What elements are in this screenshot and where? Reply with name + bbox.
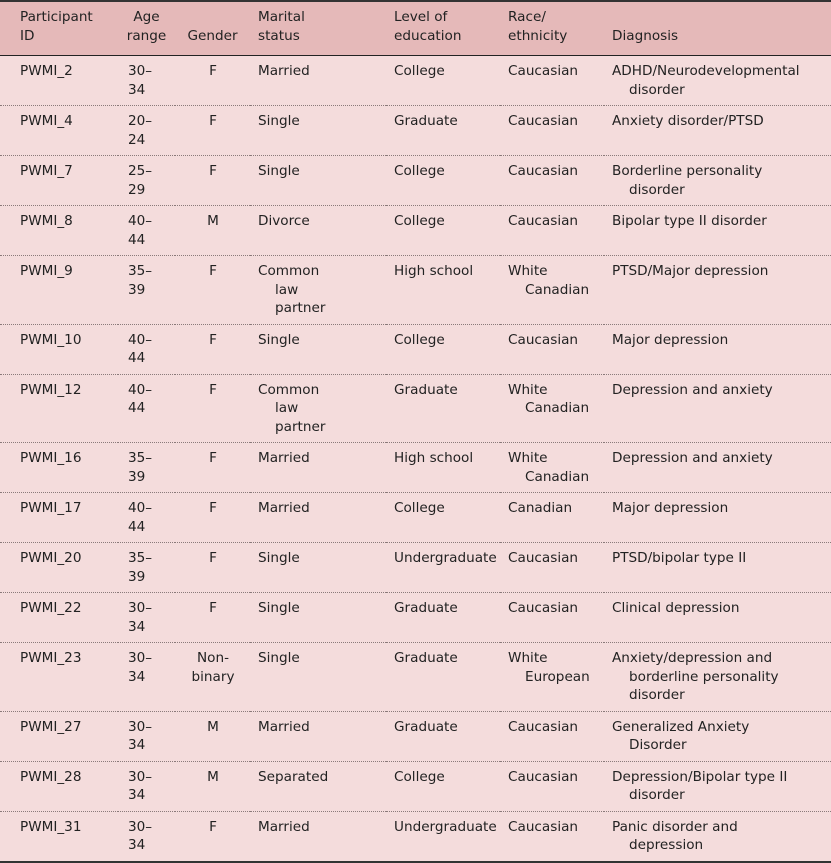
cell-race-ethnicity-text: Caucasian	[508, 550, 579, 566]
cell-participant-id: PWMI_16	[20, 450, 82, 466]
cell-participant-id: PWMI_17	[20, 500, 82, 516]
cell-diagnosis: PTSD/bipolar type II	[612, 550, 747, 566]
cell-age-range: 40–44	[128, 331, 153, 366]
header-race-ethnicity-text: Race/ ethnicity	[508, 9, 568, 44]
table-header-row	[0, 1, 831, 56]
cell-gender-text: F	[209, 818, 217, 835]
cell-race-ethnicity	[500, 443, 604, 493]
cell-age-range: 30–34	[128, 818, 153, 853]
cell-race-ethnicity-text: Caucasian	[508, 163, 579, 179]
cell-marital-status: Married	[258, 500, 310, 516]
header-marital-status-text: Marital status	[258, 9, 305, 44]
header-age-range-text: Age range	[126, 9, 167, 44]
cell-diagnosis: PTSD/Major depression	[612, 263, 769, 279]
cell-gender	[175, 324, 250, 374]
cell-age-range: 40–44	[128, 213, 153, 248]
table-row	[0, 811, 831, 862]
table-row	[0, 443, 831, 493]
cell-diagnosis: Major depression	[612, 500, 729, 516]
table-row	[0, 156, 831, 206]
cell-diagnosis: ADHD/Neurodevelopmental disorder	[612, 63, 800, 98]
cell-race-ethnicity	[500, 643, 604, 712]
cell-gender-text: Non-binary	[191, 650, 235, 685]
cell-participant-id: PWMI_7	[20, 163, 73, 179]
cell-gender	[175, 761, 250, 811]
cell-race-ethnicity	[500, 711, 604, 761]
cell-gender-text: M	[207, 718, 219, 735]
cell-education: College	[394, 331, 445, 348]
cell-diagnosis: Depression and anxiety	[612, 450, 773, 466]
table-row	[0, 643, 831, 712]
cell-race-ethnicity-text: Caucasian	[508, 718, 579, 735]
cell-gender-text: F	[209, 331, 217, 348]
cell-diagnosis: Depression and anxiety	[612, 381, 773, 398]
header-age-range	[118, 1, 175, 56]
cell-race-ethnicity-text: White Canadian	[508, 381, 590, 416]
cell-diagnosis: Panic disorder and depression	[612, 818, 738, 853]
cell-participant-id: PWMI_23	[20, 650, 82, 666]
cell-marital-status: Married	[258, 818, 310, 835]
cell-gender-text: F	[209, 163, 217, 179]
table-row	[0, 761, 831, 811]
cell-age-range: 20–24	[128, 113, 153, 148]
cell-gender-text: F	[209, 381, 217, 398]
cell-gender-text: F	[209, 600, 217, 616]
cell-gender	[175, 374, 250, 443]
cell-education: High school	[394, 263, 474, 279]
cell-age-range: 35–39	[128, 450, 153, 485]
cell-participant-id: PWMI_20	[20, 550, 82, 566]
cell-gender	[175, 56, 250, 106]
cell-diagnosis: Major depression	[612, 331, 729, 348]
cell-diagnosis: Anxiety/depression and borderline personality disorder	[612, 650, 779, 703]
cell-race-ethnicity-text: Caucasian	[508, 113, 579, 129]
cell-race-ethnicity	[500, 156, 604, 206]
cell-marital-status: Married	[258, 63, 310, 79]
cell-race-ethnicity	[500, 206, 604, 256]
cell-marital-status: Single	[258, 331, 300, 348]
cell-marital-status: Single	[258, 650, 300, 666]
cell-age-range: 30–34	[128, 600, 153, 635]
cell-marital-status: Married	[258, 450, 310, 466]
table-row	[0, 493, 831, 543]
cell-education: College	[394, 63, 445, 79]
cell-diagnosis: Clinical depression	[612, 600, 740, 616]
cell-age-range: 40–44	[128, 381, 153, 416]
cell-participant-id: PWMI_4	[20, 113, 73, 129]
cell-gender-text: F	[209, 63, 217, 79]
cell-marital-status: Common law partner	[258, 381, 326, 435]
cell-marital-status: Single	[258, 550, 300, 566]
cell-race-ethnicity-text: Caucasian	[508, 331, 579, 348]
cell-age-range: 30–34	[128, 718, 153, 753]
cell-education: Undergraduate	[394, 818, 497, 835]
cell-race-ethnicity	[500, 543, 604, 593]
cell-education: Graduate	[394, 381, 458, 398]
table-row	[0, 543, 831, 593]
cell-gender-text: M	[207, 213, 219, 229]
cell-age-range: 30–34	[128, 63, 153, 98]
cell-participant-id: PWMI_9	[20, 263, 73, 279]
cell-gender-text: F	[209, 450, 217, 466]
table-row	[0, 324, 831, 374]
table-row	[0, 206, 831, 256]
header-education	[386, 1, 500, 56]
header-participant-id	[0, 1, 118, 56]
cell-marital-status: Married	[258, 718, 310, 735]
cell-race-ethnicity-text: Caucasian	[508, 600, 579, 616]
cell-education: College	[394, 213, 445, 229]
cell-race-ethnicity-text: White European	[508, 650, 590, 685]
cell-education: College	[394, 768, 445, 785]
cell-education: Undergraduate	[394, 550, 497, 566]
header-participant-id-text: Participant ID	[20, 9, 93, 44]
table-row	[0, 374, 831, 443]
cell-education: Graduate	[394, 718, 458, 735]
cell-race-ethnicity	[500, 374, 604, 443]
cell-race-ethnicity	[500, 761, 604, 811]
cell-race-ethnicity-text: Caucasian	[508, 768, 579, 785]
header-gender: Gender	[187, 28, 238, 44]
cell-age-range: 35–39	[128, 550, 153, 585]
cell-participant-id: PWMI_8	[20, 213, 73, 229]
cell-age-range: 25–29	[128, 163, 153, 198]
cell-participant-id: PWMI_2	[20, 63, 73, 79]
cell-gender-text: F	[209, 550, 217, 566]
cell-participant-id: PWMI_28	[20, 768, 82, 785]
cell-age-range: 40–44	[128, 500, 153, 535]
cell-race-ethnicity-text: White Canadian	[508, 450, 590, 485]
table-row	[0, 593, 831, 643]
cell-age-range: 30–34	[128, 650, 153, 685]
cell-marital-status: Single	[258, 600, 300, 616]
cell-marital-status: Single	[258, 113, 300, 129]
cell-diagnosis: Borderline personality disorder	[612, 163, 763, 198]
cell-race-ethnicity	[500, 256, 604, 325]
cell-race-ethnicity	[500, 56, 604, 106]
cell-age-range: 35–39	[128, 263, 153, 298]
cell-marital-status: Divorce	[258, 213, 310, 229]
cell-race-ethnicity	[500, 811, 604, 862]
cell-gender	[175, 593, 250, 643]
table-row	[0, 256, 831, 325]
cell-education: Graduate	[394, 600, 458, 616]
cell-gender	[175, 543, 250, 593]
cell-gender-text: F	[209, 113, 217, 129]
cell-age-range: 30–34	[128, 768, 153, 803]
cell-education: Graduate	[394, 113, 458, 129]
cell-gender-text: M	[207, 768, 219, 785]
cell-gender	[175, 156, 250, 206]
cell-gender	[175, 206, 250, 256]
cell-race-ethnicity	[500, 593, 604, 643]
header-education-text: Level of education	[394, 9, 462, 44]
header-diagnosis: Diagnosis	[612, 28, 679, 44]
cell-gender	[175, 106, 250, 156]
cell-race-ethnicity-text: Caucasian	[508, 818, 579, 835]
cell-gender	[175, 811, 250, 862]
cell-gender	[175, 493, 250, 543]
cell-race-ethnicity	[500, 324, 604, 374]
cell-race-ethnicity	[500, 106, 604, 156]
cell-race-ethnicity-text: Caucasian	[508, 213, 579, 229]
cell-gender	[175, 443, 250, 493]
cell-race-ethnicity	[500, 493, 604, 543]
cell-diagnosis: Bipolar type II disorder	[612, 213, 767, 229]
cell-diagnosis: Depression/Bipolar type II disorder	[612, 768, 788, 803]
cell-education: College	[394, 500, 445, 516]
table-row	[0, 56, 831, 106]
cell-participant-id: PWMI_12	[20, 381, 82, 398]
cell-race-ethnicity-text: White Canadian	[508, 263, 590, 298]
cell-participant-id: PWMI_27	[20, 718, 82, 735]
cell-gender	[175, 256, 250, 325]
cell-marital-status: Single	[258, 163, 300, 179]
cell-education: High school	[394, 450, 474, 466]
cell-education: College	[394, 163, 445, 179]
table-row	[0, 106, 831, 156]
cell-participant-id: PWMI_31	[20, 818, 82, 835]
cell-gender	[175, 643, 250, 712]
cell-gender-text: F	[209, 500, 217, 516]
cell-gender	[175, 711, 250, 761]
cell-marital-status: Separated	[258, 768, 329, 785]
table-row	[0, 711, 831, 761]
cell-diagnosis: Generalized Anxiety Disorder	[612, 718, 750, 753]
cell-marital-status: Common law partner	[258, 263, 326, 316]
cell-participant-id: PWMI_22	[20, 600, 82, 616]
header-race-ethnicity	[500, 1, 604, 56]
header-marital-status	[250, 1, 386, 56]
cell-gender-text: F	[209, 263, 217, 279]
cell-participant-id: PWMI_10	[20, 331, 82, 348]
cell-education: Graduate	[394, 650, 458, 666]
cell-race-ethnicity-text: Caucasian	[508, 63, 579, 79]
cell-diagnosis: Anxiety disorder/PTSD	[612, 113, 764, 129]
cell-race-ethnicity-text: Canadian	[508, 500, 573, 516]
